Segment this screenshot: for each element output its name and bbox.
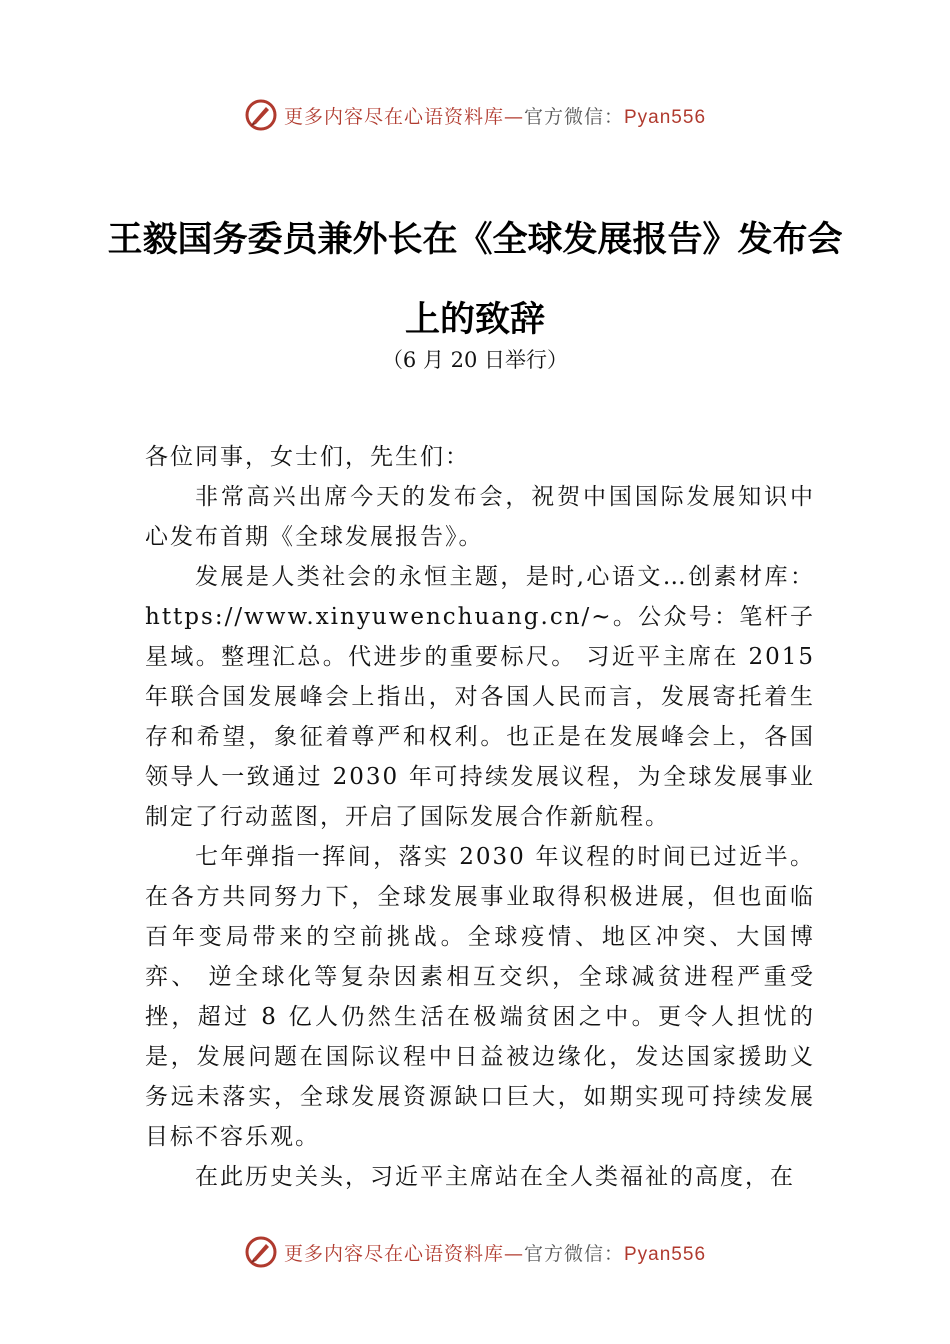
header-wx-label: 官方微信： (523, 105, 624, 128)
paragraph: 七年弹指一挥间，落实 2030 年议程的时间已过近半。在各方共同努力下，全球发展事业取得积极进展，但也面临百年变局带来的空前挑战。全球疫情、地区冲突、大国博弈、 逆全球化等复杂因素相互交织，全球减贫进程严重受挫，超过 8 亿人仍然生活在极端贫困之中。更令人担忧的是，发展问题在国际议程中日益被边缘化，发达国家援助义务远未落实，全球发展资源缺口巨大，如期实现可持续发展目标不容乐观。 (145, 844, 815, 1150)
pen-logo-icon (244, 1235, 278, 1269)
pen-logo-icon (244, 98, 278, 132)
salutation: 各位同事，女士们，先生们： (145, 444, 470, 470)
document-title: 王毅国务委员兼外长在《全球发展报告》发布会上的致辞 (107, 219, 843, 340)
document-body (145, 437, 815, 1197)
header-brand-text: 更多内容尽在心语资料库— (283, 105, 524, 128)
paragraph: 非常高兴出席今天的发布会，祝贺中国国际发展知识中心发布首期《全球发展报告》。 (145, 484, 815, 550)
header-banner (0, 95, 950, 135)
document-date: （6 月 20 日举行） (381, 348, 569, 372)
footer-banner (0, 1232, 950, 1272)
header-wx-id: Pyan556 (624, 106, 707, 128)
footer-wx-id: Pyan556 (624, 1243, 707, 1265)
footer-banner-text (284, 1239, 706, 1266)
paragraph: 发展是人类社会的永恒主题，是时,心语文…创素材库：https://www.xinyuwenchuang.cn/~。公众号：笔杆子星域。整理汇总。代进步的重要标尺。 习近平主席在 2015 年联合国发展峰会上指出，对各国人民而言，发展寄托着生存和希望，象征着尊严和权利。也正是在发展峰会上，各国领导人一致通过 2030 年可持续发展议程，为全球发展事业制定了行动蓝图，开启了国际发展合作新航程。 (145, 564, 815, 830)
footer-brand-text: 更多内容尽在心语资料库— (283, 1242, 524, 1265)
header-banner-text (284, 102, 706, 129)
paragraph: 在此历史关头，习近平主席站在全人类福祉的高度，在 (195, 1164, 795, 1190)
footer-wx-label: 官方微信： (523, 1242, 624, 1265)
